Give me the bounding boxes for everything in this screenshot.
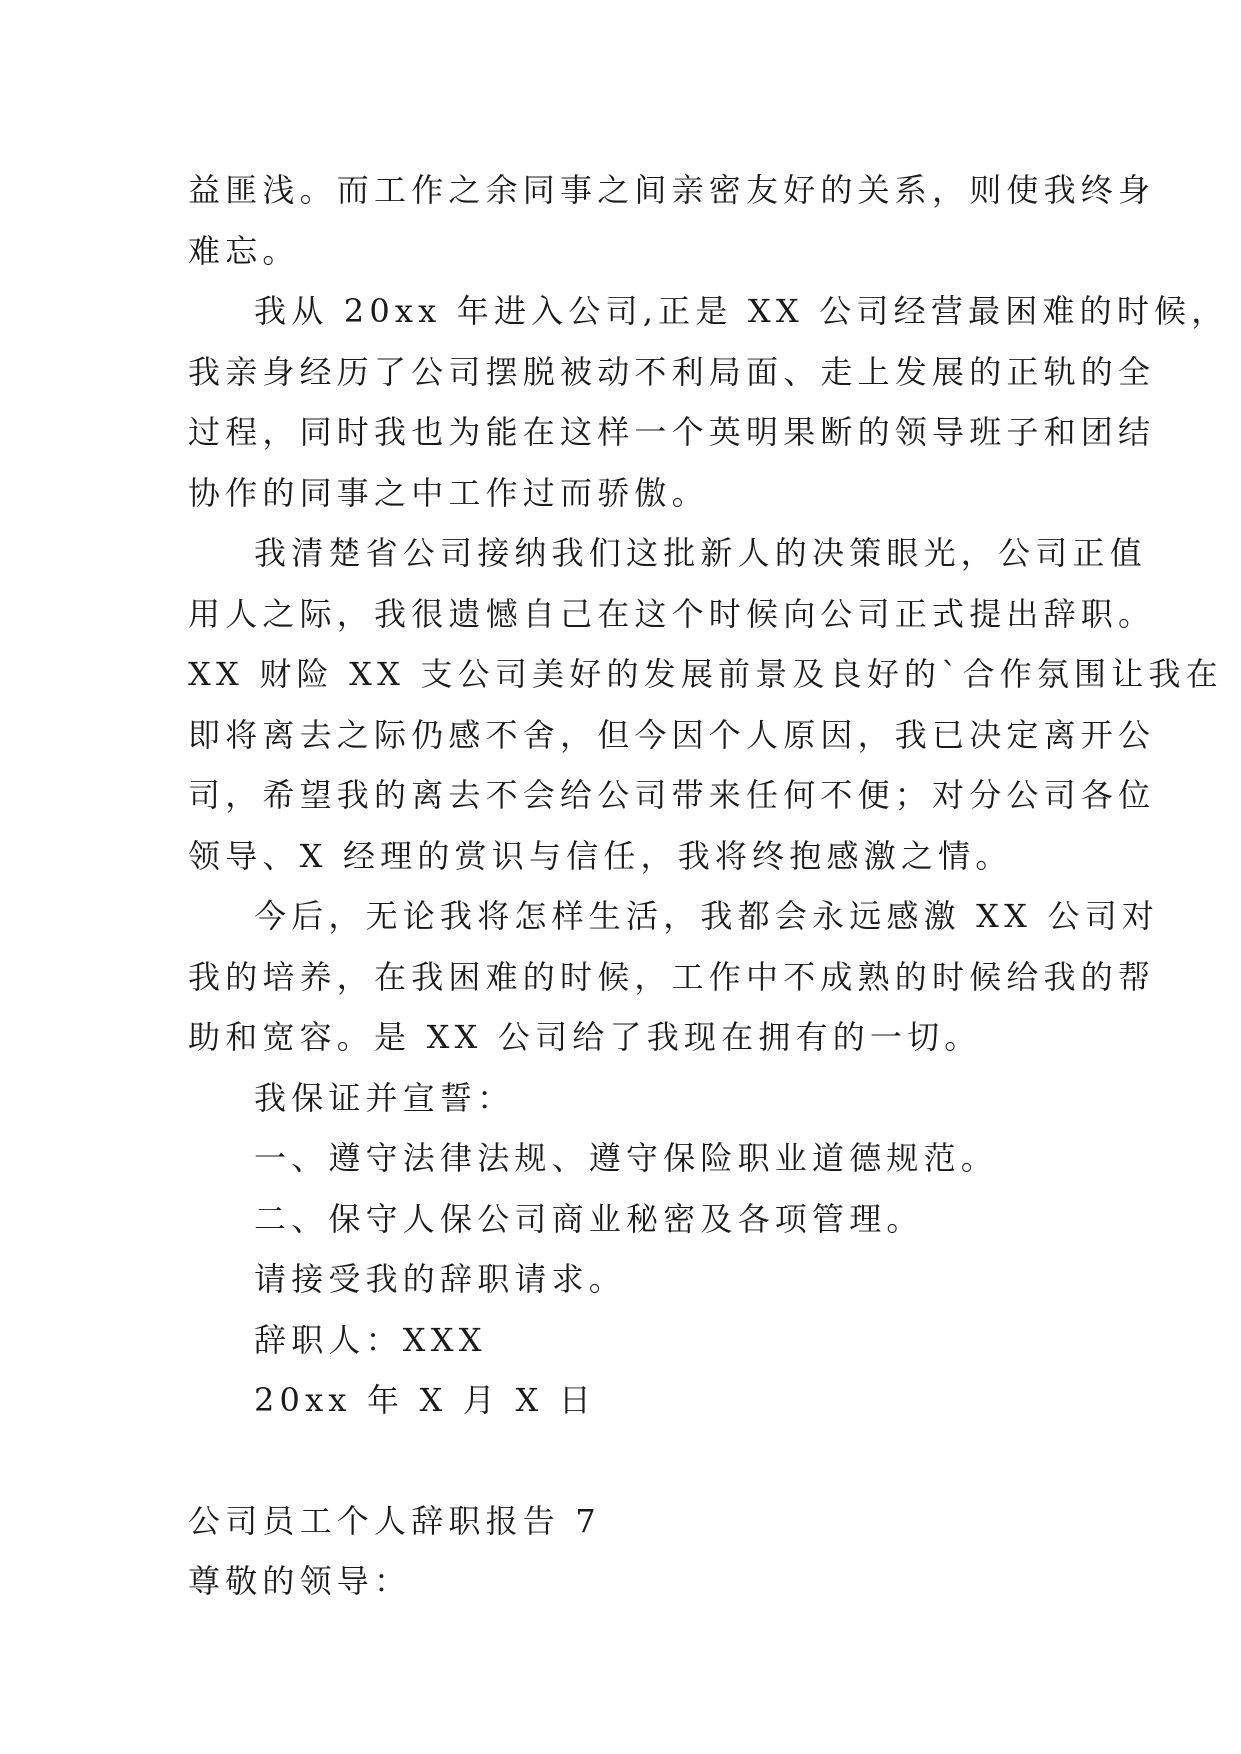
section-gap [188,1431,1048,1491]
signer-line: 辞职人：XXX [254,1320,487,1359]
text-line: 助和宽容。是 XX 公司给了我现在拥有的一切。 [188,1018,982,1056]
paragraph [188,160,1156,281]
request-line: 请接受我的辞职请求。 [254,1260,627,1298]
paragraph [188,523,1223,886]
text-line: 难忘。 [188,231,300,270]
document-body [188,160,1229,1612]
section-title: 公司员工个人辞职报告 7 [188,1501,601,1540]
text-line: 协作的同事之中工作过而骄傲。 [188,473,709,512]
text-line: 我亲身经历了公司摆脱被动不利局面、走上发展的正轨的全 [188,352,1156,391]
text-line: 我从 20xx 年进入公司,正是 XX 公司经营最困难的时候， [254,292,1229,330]
text-line: 领导、X 经理的赏识与信任，我将终抱感激之情。 [188,836,1013,875]
pledge-item: 一、遵守法律法规、遵守保险职业道德规范。 [254,1139,999,1177]
paragraph [188,886,1160,1068]
text-line: 司，希望我的离去不会给公司带来任何不便；对分公司各位 [188,776,1156,814]
text-line: 过程，同时我也为能在这样一个英明果断的领导班子和团结 [188,413,1156,451]
pledge-item: 二、保守人保公司商业秘密及各项管理。 [254,1199,924,1238]
text-line: 我的培养，在我困难的时候，工作中不成熟的时候给我的帮 [188,957,1156,996]
text-line: 用人之际，我很遗憾自己在这个时候向公司正式提出辞职。 [188,594,1156,633]
pledge-intro: 我保证并宣誓： [254,1078,515,1117]
salutation: 尊敬的领导： [188,1562,412,1600]
text-line: 即将离去之际仍感不舍，但今因个人原因，我已决定离开公 [188,715,1156,754]
text-line: 我清楚省公司接纳我们这批新人的决策眼光，公司正值 [254,534,1147,572]
text-line: XX 财险 XX 支公司美好的发展前景及良好的`合作氛围让我在 [188,655,1223,693]
date-line: 20xx 年 X 月 X 日 [254,1381,597,1419]
paragraph [188,281,1229,523]
text-line: 今后，无论我将怎样生活，我都会永远感激 XX 公司对 [254,897,1160,935]
text-line: 益匪浅。而工作之余同事之间亲密友好的关系，则使我终身 [188,171,1156,209]
